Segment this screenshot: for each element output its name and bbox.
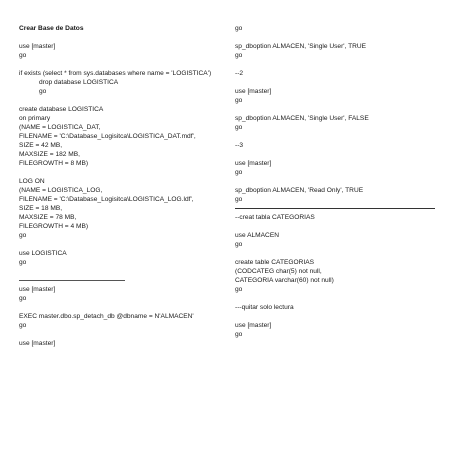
blank-line <box>19 96 219 105</box>
document-title: Crear Base de Datos <box>19 25 84 32</box>
code-line: go <box>235 196 243 203</box>
blank-line <box>235 105 435 114</box>
code-line: (NAME = LOGISTICA_DAT, <box>19 124 101 131</box>
code-line: FILENAME = 'C:\Database_Logisitca\LOGISTICA_DAT.mdf', <box>19 133 196 140</box>
blank-line <box>235 150 435 159</box>
code-line: SIZE = 42 MB, <box>19 142 63 149</box>
code-line: go <box>39 88 47 95</box>
blank-line <box>19 168 219 177</box>
right-column <box>235 24 435 339</box>
blank-line <box>235 60 435 69</box>
code-line: go <box>235 331 243 338</box>
code-line: ---quitar solo lectura <box>235 304 294 311</box>
code-line: --creat tabla CATEGORIAS <box>235 214 315 221</box>
code-line: on primary <box>19 115 51 122</box>
blank-line <box>235 222 435 231</box>
code-line: FILEGROWTH = 4 MB) <box>19 223 89 230</box>
code-line: use [master] <box>19 340 56 347</box>
code-line: use [master] <box>235 322 272 329</box>
blank-line <box>19 60 219 69</box>
code-line: FILEGROWTH = 8 MB) <box>19 160 89 167</box>
code-line: SIZE = 18 MB, <box>19 205 63 212</box>
code-line: go <box>19 322 27 329</box>
code-line: go <box>235 241 243 248</box>
blank-line <box>235 294 435 303</box>
code-line: sp_dboption ALMACEN, 'Single User', TRUE <box>235 43 367 50</box>
blank-line <box>19 330 219 339</box>
code-line: use [master] <box>235 160 272 167</box>
code-line: FILENAME = 'C:\Database_Logisitca\LOGISTICA_LOG.ldf', <box>19 196 194 203</box>
code-line: EXEC master.dbo.sp_detach_db @dbname = N'ALMACEN' <box>19 313 194 320</box>
code-line: go <box>235 25 243 32</box>
blank-line <box>235 132 435 141</box>
blank-line <box>235 312 435 321</box>
code-line: sp_dboption ALMACEN, 'Read Only', TRUE <box>235 187 364 194</box>
code-line: create database LOGISTICA <box>19 106 104 113</box>
code-line: use [master] <box>235 88 272 95</box>
code-line: (NAME = LOGISTICA_LOG, <box>19 187 103 194</box>
divider-rule <box>235 208 435 209</box>
code-line: use [master] <box>19 43 56 50</box>
code-line: sp_dboption ALMACEN, 'Single User', FALSE <box>235 115 369 122</box>
code-line: drop database LOGISTICA <box>39 79 119 86</box>
code-line: go <box>235 97 243 104</box>
code-line: go <box>235 52 243 59</box>
code-line: --3 <box>235 142 244 149</box>
code-line: (CODCATEG char(5) not null, <box>235 268 322 275</box>
code-line: LOG ON <box>19 178 45 185</box>
code-line: MAXSIZE = 182 MB, <box>19 151 81 158</box>
code-line: go <box>19 52 27 59</box>
code-line: go <box>19 259 27 266</box>
blank-line <box>235 33 435 42</box>
code-line: go <box>235 124 243 131</box>
code-line: use LOGISTICA <box>19 250 67 257</box>
blank-line <box>19 267 219 276</box>
blank-line <box>235 177 435 186</box>
code-line: go <box>235 286 243 293</box>
blank-line <box>19 303 219 312</box>
code-line: go <box>19 232 27 239</box>
code-line: MAXSIZE = 78 MB, <box>19 214 77 221</box>
left-column <box>19 24 219 348</box>
code-line: go <box>235 169 243 176</box>
blank-line <box>19 240 219 249</box>
code-line: use [master] <box>19 286 56 293</box>
code-line: if exists (select * from sys.databases where name = 'LOGISTICA') <box>19 70 212 77</box>
code-line: --2 <box>235 70 244 77</box>
divider-rule <box>19 280 125 281</box>
code-line: create table CATEGORIAS <box>235 259 315 266</box>
code-line: go <box>19 295 27 302</box>
code-line: CATEGORIA varchar(60) not null) <box>235 277 334 284</box>
blank-line <box>235 249 435 258</box>
blank-line <box>235 78 435 87</box>
code-line: use ALMACEN <box>235 232 279 239</box>
blank-line <box>19 33 219 42</box>
